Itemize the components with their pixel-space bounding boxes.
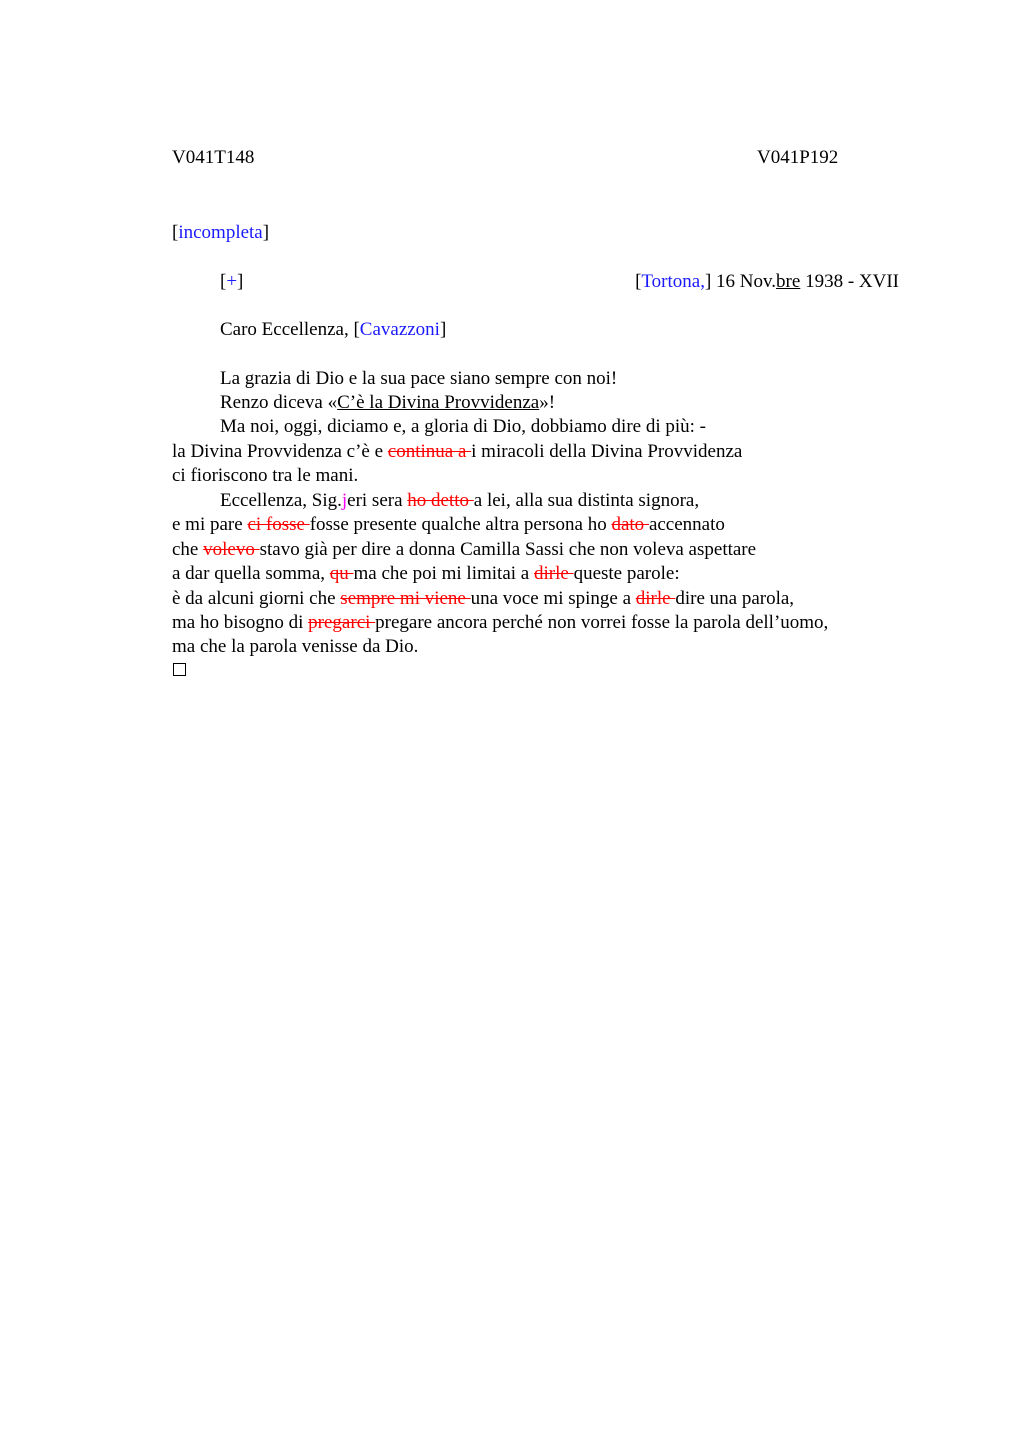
place-close-bracket: ] <box>704 271 712 292</box>
body-line-9 <box>172 562 680 586</box>
body-line-8-pre: che <box>172 539 204 560</box>
cross-open-bracket: [ <box>220 271 227 292</box>
end-marker-square-icon <box>173 663 186 676</box>
date-year: 1938 - XVII <box>800 271 899 292</box>
place-name: Tortona, <box>641 271 705 292</box>
place-open-bracket: [ <box>635 271 642 292</box>
body-line-11 <box>172 611 828 635</box>
addressee-name: Cavazzoni <box>359 319 440 340</box>
body-line-4-post: i miracoli della Divina Provvidenza <box>471 441 743 462</box>
deletion: ho detto <box>407 490 474 511</box>
document-code-left: V041T148 <box>172 147 255 168</box>
body-line-7-mid: fosse presente qualche altra persona ho <box>309 514 612 535</box>
deletion: qu <box>329 563 354 584</box>
body-line-6-post: a lei, alla sua distinta signora, <box>473 490 700 511</box>
insertion: j <box>341 490 348 511</box>
place-date <box>635 270 899 294</box>
body-line-9-pre: a dar quella somma, <box>172 563 330 584</box>
body-line-10-post: dire una parola, <box>675 588 795 609</box>
body-line-7-pre: e mi pare <box>172 514 248 535</box>
body-line-4 <box>172 440 742 464</box>
body-line-3: Ma noi, oggi, diciamo e, a gloria di Dio, dobbiamo dire di più: - <box>220 416 706 437</box>
deletion: sempre mi viene <box>340 588 471 609</box>
status-close-bracket: ] <box>262 222 270 243</box>
body-line-10-pre: è da alcuni giorni che <box>172 588 341 609</box>
body-line-11-post: pregare ancora perché non vorrei fosse la parola dell’uomo, <box>375 612 829 633</box>
salutation-open-bracket: [ <box>353 319 360 340</box>
deletion: dirle <box>635 588 676 609</box>
status-label: incompleta <box>178 222 263 243</box>
body-line-9-mid: ma che poi mi limitai a <box>353 563 534 584</box>
date-prefix: 16 Nov. <box>711 271 777 292</box>
body-line-5: ci fioriscono tra le mani. <box>172 465 359 486</box>
body-line-6-mid: eri sera <box>347 490 408 511</box>
deletion: pregarci <box>308 612 376 633</box>
body-line-9-post: queste parole: <box>573 563 680 584</box>
deletion: dato <box>611 514 649 535</box>
body-line-8 <box>172 538 756 562</box>
body-line-6-pre: Eccellenza, Sig. <box>220 490 342 511</box>
body-line-2-pre: Renzo diceva « <box>220 392 338 413</box>
status-open-bracket: [ <box>172 222 179 243</box>
deletion: continua a <box>387 441 472 462</box>
quoted-phrase: C’è la Divina Provvidenza <box>337 392 540 413</box>
body-line-7-post: accennato <box>648 514 725 535</box>
body-line-8-post: stavo già per dire a donna Camilla Sassi che non voleva aspettare <box>259 539 757 560</box>
salutation-close-bracket: ] <box>439 319 447 340</box>
body-line-2 <box>220 391 555 415</box>
deletion: dirle <box>533 563 574 584</box>
status-note <box>172 221 269 245</box>
cross-close-bracket: ] <box>237 271 244 292</box>
body-line-12: ma che la parola venisse da Dio. <box>172 636 419 657</box>
body-line-7 <box>172 513 725 537</box>
body-line-1: La grazia di Dio e la sua pace siano sempre con noi! <box>220 368 618 389</box>
salutation <box>220 318 446 342</box>
body-line-11-pre: ma ho bisogno di <box>172 612 309 633</box>
body-line-10-mid: una voce mi spinge a <box>470 588 636 609</box>
deletion: ci fosse <box>247 514 310 535</box>
document-code-right: V041P192 <box>757 147 839 168</box>
body-line-6 <box>220 489 699 513</box>
body-line-4-pre: la Divina Provvidenza c’è e <box>172 441 388 462</box>
cross-icon: + <box>226 271 238 292</box>
deletion: volevo <box>203 539 260 560</box>
body-line-10 <box>172 587 794 611</box>
salutation-text: Caro Eccellenza, <box>220 319 354 340</box>
body-line-2-post: »! <box>539 392 556 413</box>
cross-mark <box>220 270 243 294</box>
date-month-suffix: bre <box>776 271 801 292</box>
